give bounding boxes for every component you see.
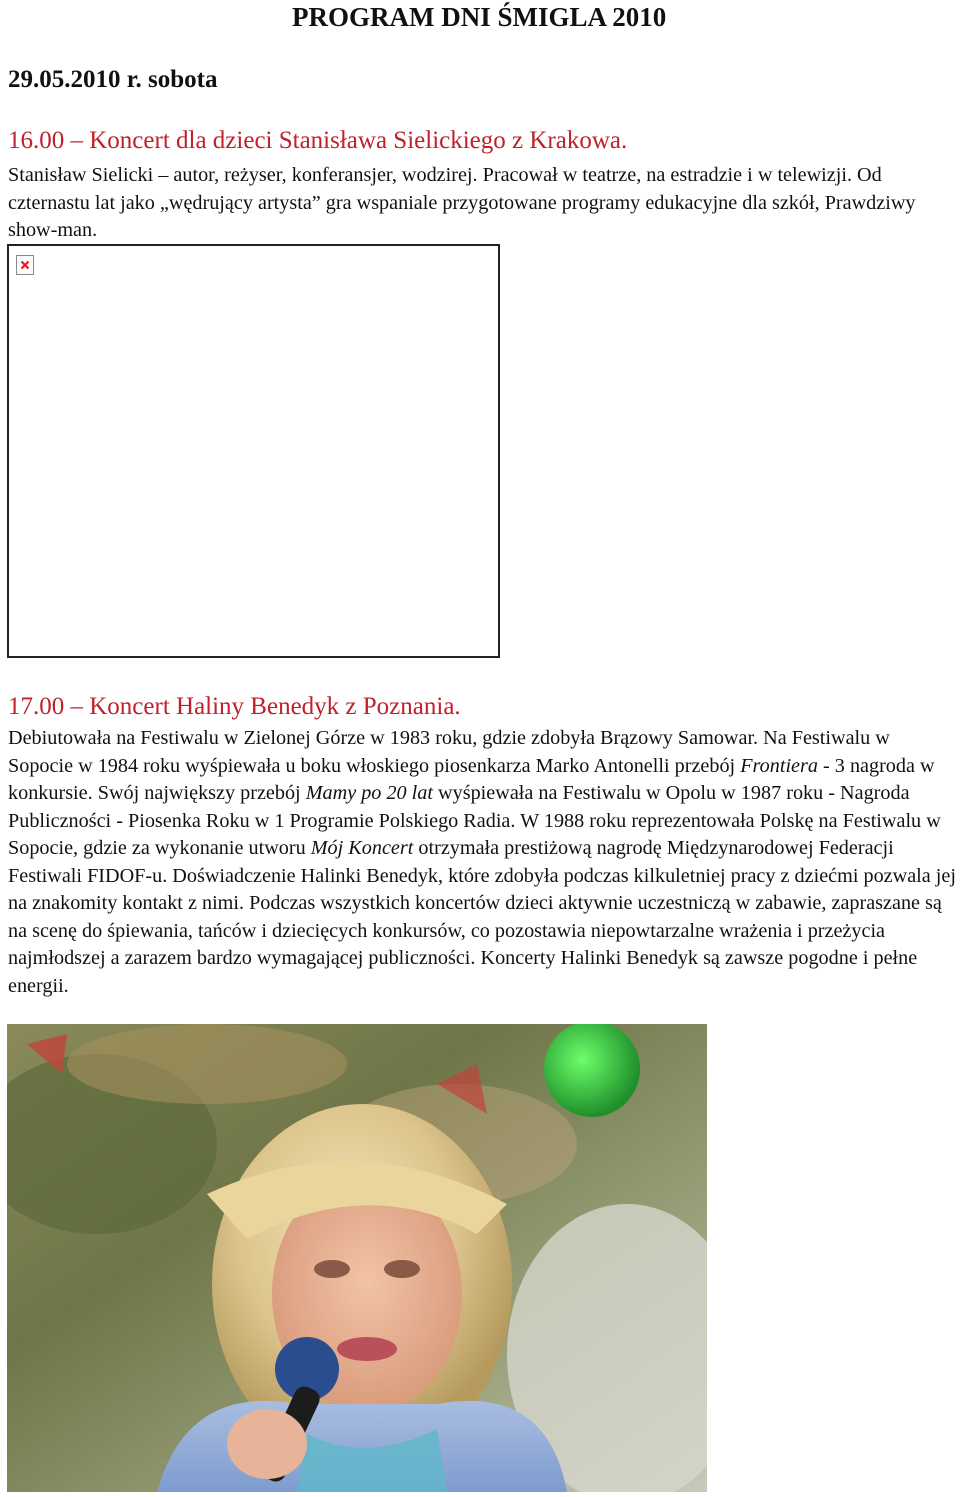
event-heading-benedyk: 17.00 – Koncert Haliny Benedyk z Poznania.: [8, 693, 461, 720]
singer-photo: [7, 1024, 707, 1492]
broken-image-frame: [7, 244, 500, 658]
description-text: Debiutowała na Festiwalu w Zielonej Górze w 1983 roku, gdzie zdobyła Brązowy Samowar. Na Festiwalu w Sopocie w 1984 roku wyśpiewała u boku włoskiego piosenkarza Marko Antonelli przebój: [8, 727, 890, 777]
song-title-moj-koncert: Mój Koncert: [310, 837, 414, 859]
page-title: PROGRAM DNI ŚMIGLA 2010: [292, 2, 667, 32]
description-text: - 3 nagroda w konkursie. Swój największy przebój: [8, 754, 935, 804]
event-heading-sielicki: 16.00 – Koncert dla dzieci Stanisława Sielickiego z Krakowa.: [8, 127, 628, 154]
event-description-benedyk: [8, 725, 958, 1000]
event-date: 29.05.2010 r. sobota: [8, 66, 218, 93]
description-text: wyśpiewała na Festiwalu w Opolu w 1987 roku - Nagroda Publiczności - Piosenka Roku w 1 Programie Polskiego Radia. W 1988 roku reprezentowała Polskę na Festiwalu w Sopocie, gdzie za wykonanie utworu: [8, 782, 941, 859]
description-text: otrzymała prestiżową nagrodę Międzynarodowej Federacji Festiwali FIDOF-u. Doświadczenie Halinki Benedyk, które zdobyła podczas kilkuletniej pracy z dziećmi pozwala jej na znakomity kontakt z nimi. Podczas wszystkich koncertów dzieci aktywnie uczestniczą w zabawie, zapraszane są na scenę do śpiewania, tańców i dziecięcych konkursów, co pozostawia niepowtarzalne wrażenia i przeżycia najmłodszej a zarazem bardzo wymagającej publiczności. Koncerty Halinki Benedyk są zawsze pogodne i pełne energii.: [8, 837, 956, 997]
broken-image-icon: [16, 255, 34, 275]
song-title-mamy-po-20-lat: Mamy po 20 lat: [305, 782, 433, 804]
song-title-frontiera: Frontiera: [740, 754, 818, 777]
event-description-sielicki: Stanisław Sielicki – autor, reżyser, konferansjer, wodzirej. Pracował w teatrze, na estradzie i w telewizji. Od czternastu lat jako „wędrujący artysta” gra wspaniale przygotowane programy edukacyjne dla szkół, Prawdziwy show-man.: [8, 164, 916, 241]
